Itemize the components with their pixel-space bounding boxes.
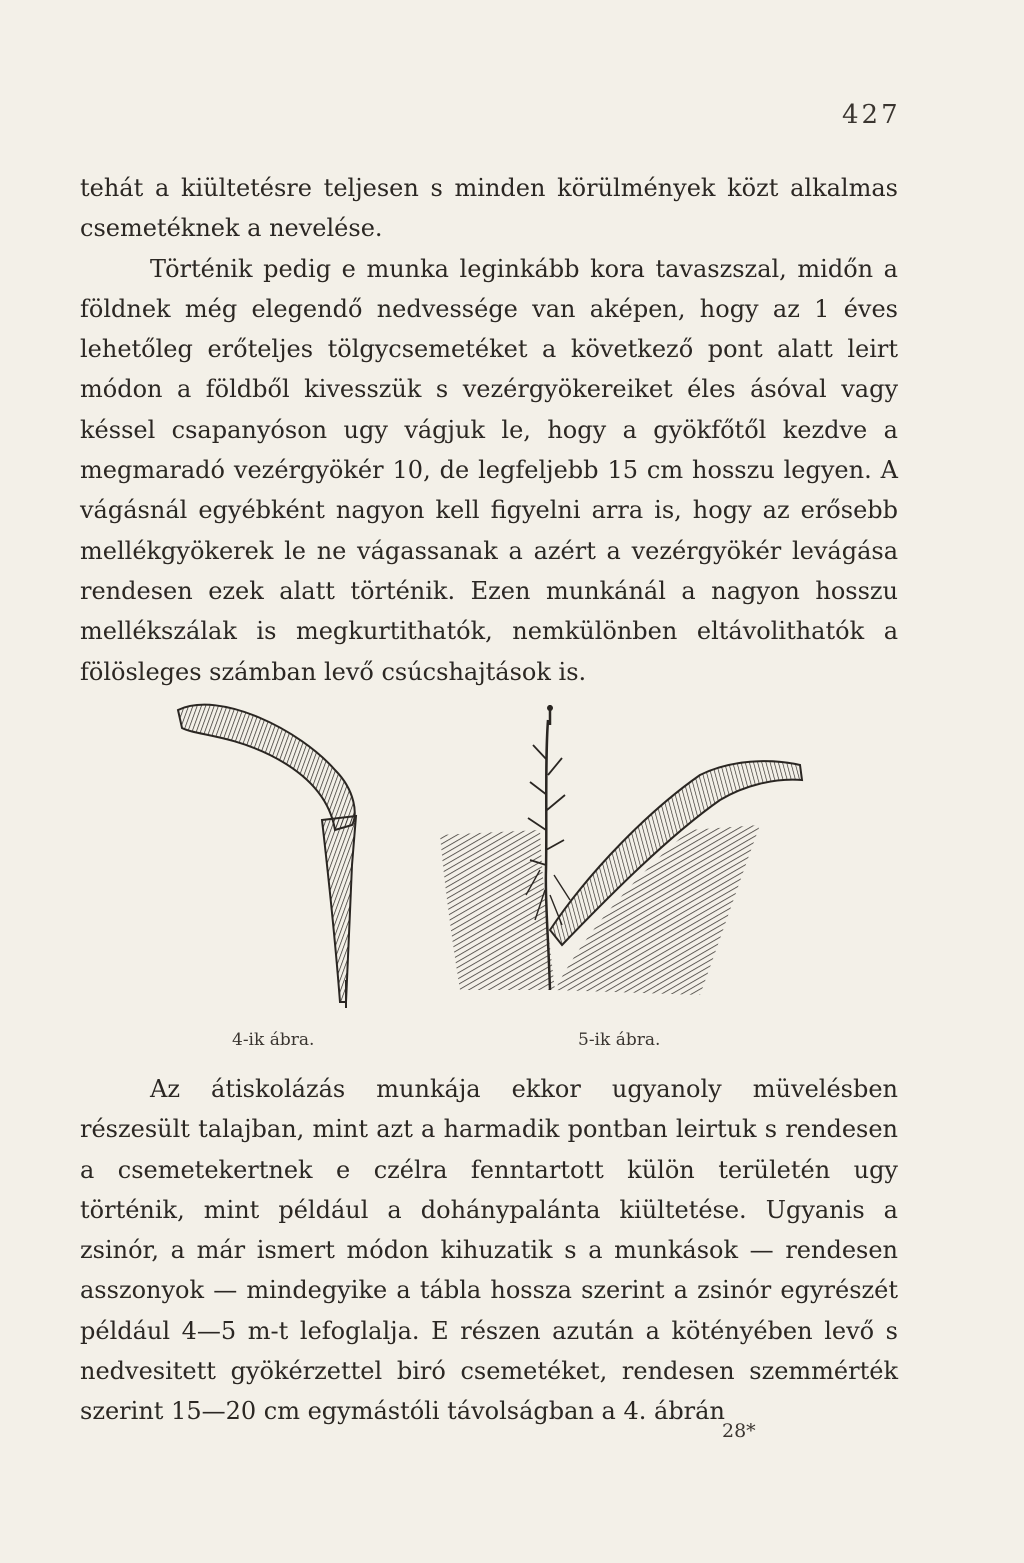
paragraph-transplanting: Az átiskolázás munkája ekkor ugyanoly müvelésben részesült talajban, mint azt a harmadik pontban leirtuk s rendesen a csemetekertnek e czélra fenntartott külön területén ugy történik, mint például a dohánypalánta kiültetése. Ugyanis a zsinór, a már ismert módon kihuzatik s a munkások — rendesen asszonyok — mindegyike a tábla hossza szerint a zsinór egyrészét például 4—5 m-t lefoglalja. E részen azután a kötényében levő s nedvesitett gyökérzettel biró csemetéket, rendesen szemmérték szerint 15—20 cm egymástóli távolságban a 4. ábrán xyxy=(80,1075,898,1426)
figure-4-spade-illustration xyxy=(160,690,380,1020)
figure-4-caption: 4-ik ábra. xyxy=(232,1030,315,1050)
page-number: 427 xyxy=(842,100,901,130)
paragraph-continued: tehát a kiültetésre teljesen s minden körülmények közt alkalmas csemetéknek a nevelése. xyxy=(80,174,898,243)
signature-mark: 28* xyxy=(722,1420,756,1442)
figure-5-caption: 5-ik ábra. xyxy=(578,1030,661,1050)
paragraph-main: Történik pedig e munka leginkább kora tavaszszal, midőn a földnek még elegendő nedvessége van aképen, hogy az 1 éves lehetőleg erőteljes tölgycsemetéket a következő pont alatt leirt módon a földből kivesszük s vezérgyökereiket éles ásóval vagy késsel csapanyóson ugy vágjuk le, hogy a gyökfőtől kezdve a megmaradó vezérgyökér 10, de legfeljebb 15 cm hosszu legyen. A vágásnál egyébként nagyon kell figyelni arra is, hogy az erősebb mellékgyökerek le ne vágassanak a azért a vezérgyökér levágása rendesen ezek alatt történik. Ezen munkánál a nagyon hosszu mellékszálak is megkurtithatók, nemkülönben eltávolithatók a fölösleges számban levő csúcshajtások is. xyxy=(80,254,898,686)
text-block-bottom xyxy=(80,1069,898,1432)
text-block-top xyxy=(80,168,898,692)
figure-5-planting-illustration xyxy=(430,700,810,1020)
